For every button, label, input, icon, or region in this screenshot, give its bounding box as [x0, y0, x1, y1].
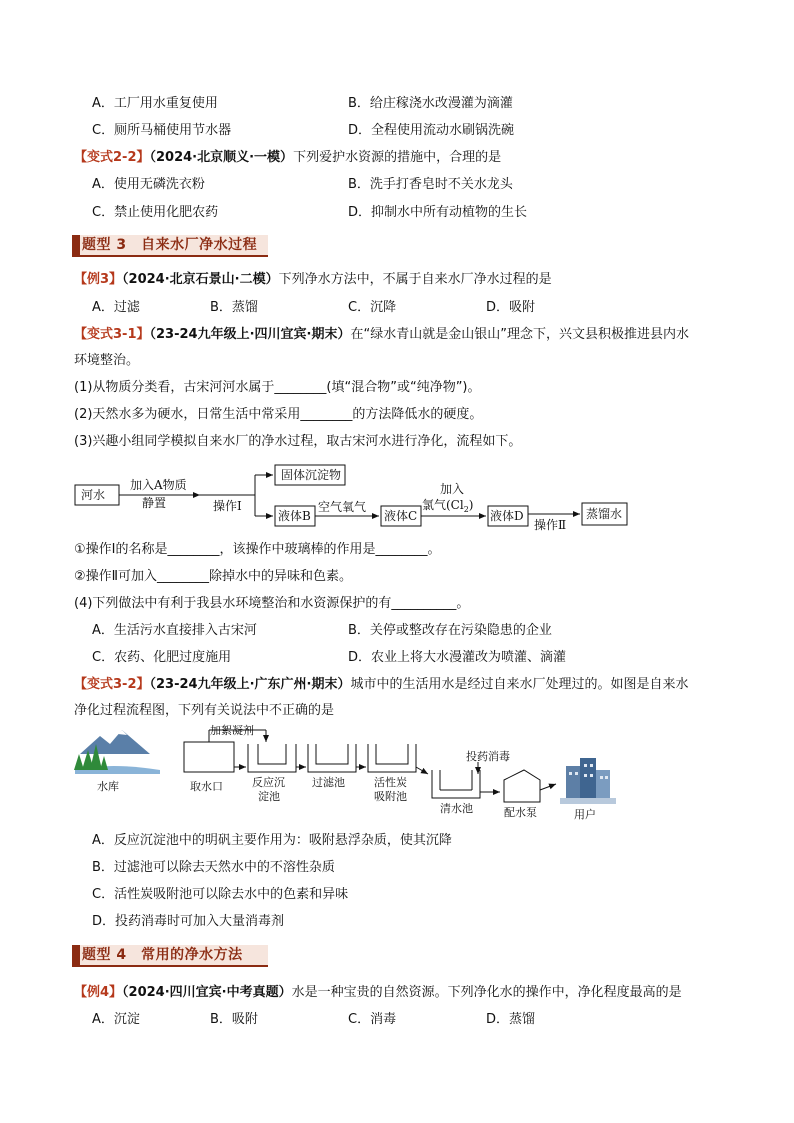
sub-question-3: (3)兴趣小组同学模拟自来水厂的净水过程，取古宋河水进行净化，流程如下。 — [74, 434, 522, 449]
label-reaction-1: 反应沉 — [252, 776, 285, 789]
tank-clear — [432, 770, 480, 798]
question-2-2-stem — [74, 148, 501, 168]
question-source: （2024·北京石景山·二模） — [122, 272, 279, 287]
question-source: （2024·四川宜宾·中考真题） — [122, 985, 292, 1000]
label-liquid-d: 液体D — [490, 509, 524, 523]
label-reservoir: 水库 — [97, 780, 119, 793]
sub-question-4: (4)下列做法中有利于我县水环境整治和水资源保护的有__________。 — [74, 596, 470, 611]
question-tag: 【例4】 — [74, 985, 123, 1000]
label-clear: 清水池 — [440, 802, 473, 815]
option-b: B．蒸馏 — [210, 300, 258, 315]
section-heading-3 — [72, 233, 268, 257]
label-pump: 配水泵 — [504, 806, 537, 819]
option-c: C．厕所马桶使用节水器 — [92, 123, 232, 138]
sub-question-2: (2)天然水多为硬水，日常生活中常采用________的方法降低水的硬度。 — [74, 407, 483, 422]
label-filter: 过滤池 — [312, 776, 345, 789]
question-text: 下列净水方法中，不属于自来水厂净水过程的是 — [278, 272, 552, 287]
option-d: D．蒸馏 — [486, 1012, 536, 1027]
option-a: A．过滤 — [92, 300, 140, 315]
reservoir-illustration — [74, 730, 160, 774]
example-3-stem — [74, 270, 552, 290]
label-add: 加入 — [440, 482, 465, 496]
label-solid: 固体沉淀物 — [281, 468, 342, 482]
option-c: C．消毒 — [348, 1012, 397, 1027]
label-distilled: 蒸馏水 — [586, 507, 623, 521]
label-settle: 静置 — [142, 496, 167, 510]
option-a: A．沉淀 — [92, 1012, 140, 1027]
pump-house — [504, 770, 540, 802]
tank-filter — [308, 744, 356, 772]
option-c: C．沉降 — [348, 300, 397, 315]
option-b: B．关停或整改存在污染隐患的企业 — [348, 623, 552, 638]
tank-carbon — [368, 744, 416, 772]
question-text: 城市中的生活用水是经过自来水厂处理过的。如图是自来水 — [350, 677, 689, 692]
label-disinfect: 投药消毒 — [466, 750, 510, 763]
option-b: B．吸附 — [210, 1012, 258, 1027]
question-tag: 【变式3-2】 — [74, 677, 150, 692]
option-a: A．使用无磷洗衣粉 — [92, 177, 205, 192]
label-intake: 取水口 — [190, 780, 223, 793]
option-c: C．禁止使用化肥农药 — [92, 205, 219, 220]
section-title: 题型 3 自来水厂净水过程 — [82, 237, 258, 253]
section-heading-4 — [72, 943, 268, 967]
section-title: 题型 4 常用的净水方法 — [82, 947, 243, 963]
sub-question-3-2: ②操作Ⅱ可加入________除掉水中的异味和色素。 — [74, 569, 353, 584]
option-c: C．农药、化肥过度施用 — [92, 650, 232, 665]
option-a: A．工厂用水重复使用 — [92, 96, 218, 111]
purification-flow-diagram — [0, 455, 794, 535]
label-carbon-1: 活性炭 — [374, 776, 407, 789]
question-tag: 【例3】 — [74, 272, 123, 287]
option-d: D．投药消毒时可加入大量消毒剂 — [92, 914, 285, 929]
question-text-continued: 环境整治。 — [74, 353, 140, 368]
question-source: （2024·北京顺义·一模） — [149, 150, 294, 165]
option-a: A．反应沉淀池中的明矾主要作用为：吸附悬浮杂质，使其沉降 — [92, 833, 452, 848]
sub-question-3-1: ①操作Ⅰ的名称是________，该操作中玻璃棒的作用是________。 — [74, 542, 441, 557]
label-op1: 操作Ⅰ — [213, 499, 242, 513]
option-a: A．生活污水直接排入古宋河 — [92, 623, 257, 638]
label-river: 河水 — [81, 488, 106, 502]
option-b: B．给庄稼浇水改漫灌为滴灌 — [348, 96, 513, 111]
question-text: 下列爱护水资源的措施中，合理的是 — [293, 150, 502, 165]
question-text-continued: 净化过程流程图，下列有关说法中不正确的是 — [74, 703, 335, 718]
label-chlorine: 氯气$(Cl_2)$ — [422, 498, 474, 514]
label-liquid-c: 液体C — [384, 509, 418, 523]
question-text: 水是一种宝贵的自然资源。下列净化水的操作中，净化程度最高的是 — [291, 985, 682, 1000]
label-op2: 操作Ⅱ — [534, 518, 567, 532]
label-liquid-b: 液体B — [278, 509, 311, 523]
question-source: （23-24九年级上·广东广州·期末） — [149, 677, 351, 692]
sub-question-1: (1)从物质分类看，古宋河河水属于________(填“混合物”或“纯净物”)。 — [74, 380, 481, 395]
label-smell: 空气氧气 — [318, 500, 367, 514]
option-b: B．洗手打香皂时不关水龙头 — [348, 177, 513, 192]
label-reaction-2: 淀池 — [258, 790, 280, 803]
tank-reaction — [248, 744, 296, 772]
question-3-2-stem — [74, 675, 688, 695]
label-carbon-2: 吸附池 — [374, 790, 407, 803]
option-b: B．过滤池可以除去天然水中的不溶性杂质 — [92, 860, 335, 875]
user-buildings — [560, 758, 616, 804]
option-d: D．吸附 — [486, 300, 536, 315]
option-d: D．全程使用流动水刷锅洗碗 — [348, 123, 515, 138]
option-d: D．抑制水中所有动植物的生长 — [348, 205, 528, 220]
label-add-a: 加入A物质 — [130, 478, 187, 492]
question-3-1-stem — [74, 325, 689, 345]
water-plant-diagram — [0, 722, 794, 830]
label-coagulant: 加絮凝剂 — [210, 724, 254, 737]
question-source: （23-24九年级上·四川宜宾·期末） — [149, 327, 351, 342]
option-d: D．农业上将大水漫灌改为喷灌、滴灌 — [348, 650, 567, 665]
example-4-stem — [74, 983, 682, 1003]
label-user: 用户 — [574, 808, 596, 821]
option-c: C．活性炭吸附池可以除去水中的色素和异味 — [92, 887, 349, 902]
box-intake — [184, 742, 234, 772]
question-tag: 【变式2-2】 — [74, 150, 150, 165]
question-text: 在“绿水青山就是金山银山”理念下，兴文县积极推进县内水 — [350, 327, 689, 342]
question-tag: 【变式3-1】 — [74, 327, 150, 342]
